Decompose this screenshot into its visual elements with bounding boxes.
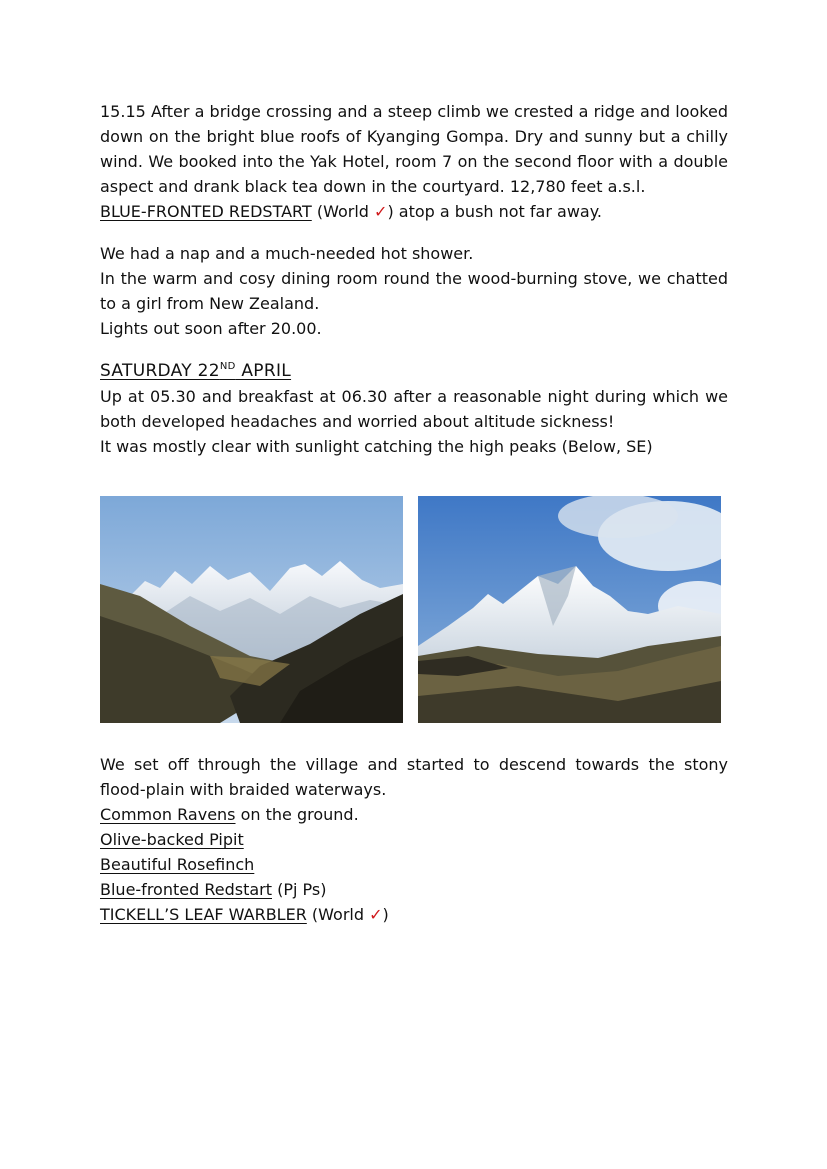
paragraph-descent: We set off through the village and started to descend towards the stony flood-plain with braided waterways. bbox=[100, 755, 728, 799]
mountain-photo-right bbox=[418, 496, 721, 723]
photo-row bbox=[100, 496, 728, 724]
bird-blue-fronted-redstart-caps: BLUE-FRONTED REDSTART bbox=[100, 202, 312, 221]
bird-common-ravens: Common Ravens bbox=[100, 805, 236, 824]
bird-blue-fronted-redstart: Blue-fronted Redstart bbox=[100, 880, 272, 899]
bird-tickells-leaf-warbler: TICKELL’S LEAF WARBLER bbox=[100, 905, 307, 924]
paragraph-evening: We had a nap and a much-needed hot shower. In the warm and cosy dining room round the wood-burning stove, we chatted to a girl from New Zealand. Lights out soon after 20.00. bbox=[100, 244, 728, 338]
check-icon: ✓ bbox=[374, 202, 388, 221]
bird-olive-backed-pipit: Olive-backed Pipit bbox=[100, 830, 244, 849]
document-page bbox=[100, 99, 728, 927]
check-icon: ✓ bbox=[369, 905, 383, 924]
paragraph-morning: Up at 05.30 and breakfast at 06.30 after a reasonable night during which we both developed headaches and worried about altitude sickness! It was mostly clear with sunlight catching the high peaks (Below, SE) bbox=[100, 387, 728, 456]
paragraph-arrival: 15.15 After a bridge crossing and a steep climb we crested a ridge and looked down on the bright blue roofs of Kyanging Gompa. Dry and sunny but a chilly wind. We booked into the Yak Hotel, room 7 on the second floor with a double aspect and drank black tea down in the courtyard. 12,780 feet a.s.l. BLUE-FRONTED REDSTART (World ✓) atop a bush not far away. bbox=[100, 102, 728, 221]
bird-list: Common Ravens on the ground. Olive-backed Pipit Beautiful Rosefinch Blue-fronted Redstart (Pj Ps) TICKELL’S LEAF WARBLER (World ✓) bbox=[100, 805, 389, 924]
mountain-photo-left bbox=[100, 496, 403, 723]
day-heading: SATURDAY 22ND APRIL bbox=[100, 361, 292, 381]
arrival-text: 15.15 After a bridge crossing and a steep climb we crested a ridge and looked down on the bright blue roofs of Kyanging Gompa. Dry and sunny but a chilly wind. We booked into the Yak Hotel, room 7 on the second floor with a double aspect and drank black tea down in the courtyard. 12,780 feet a.s.l. bbox=[100, 102, 728, 196]
bird-beautiful-rosefinch: Beautiful Rosefinch bbox=[100, 855, 255, 874]
